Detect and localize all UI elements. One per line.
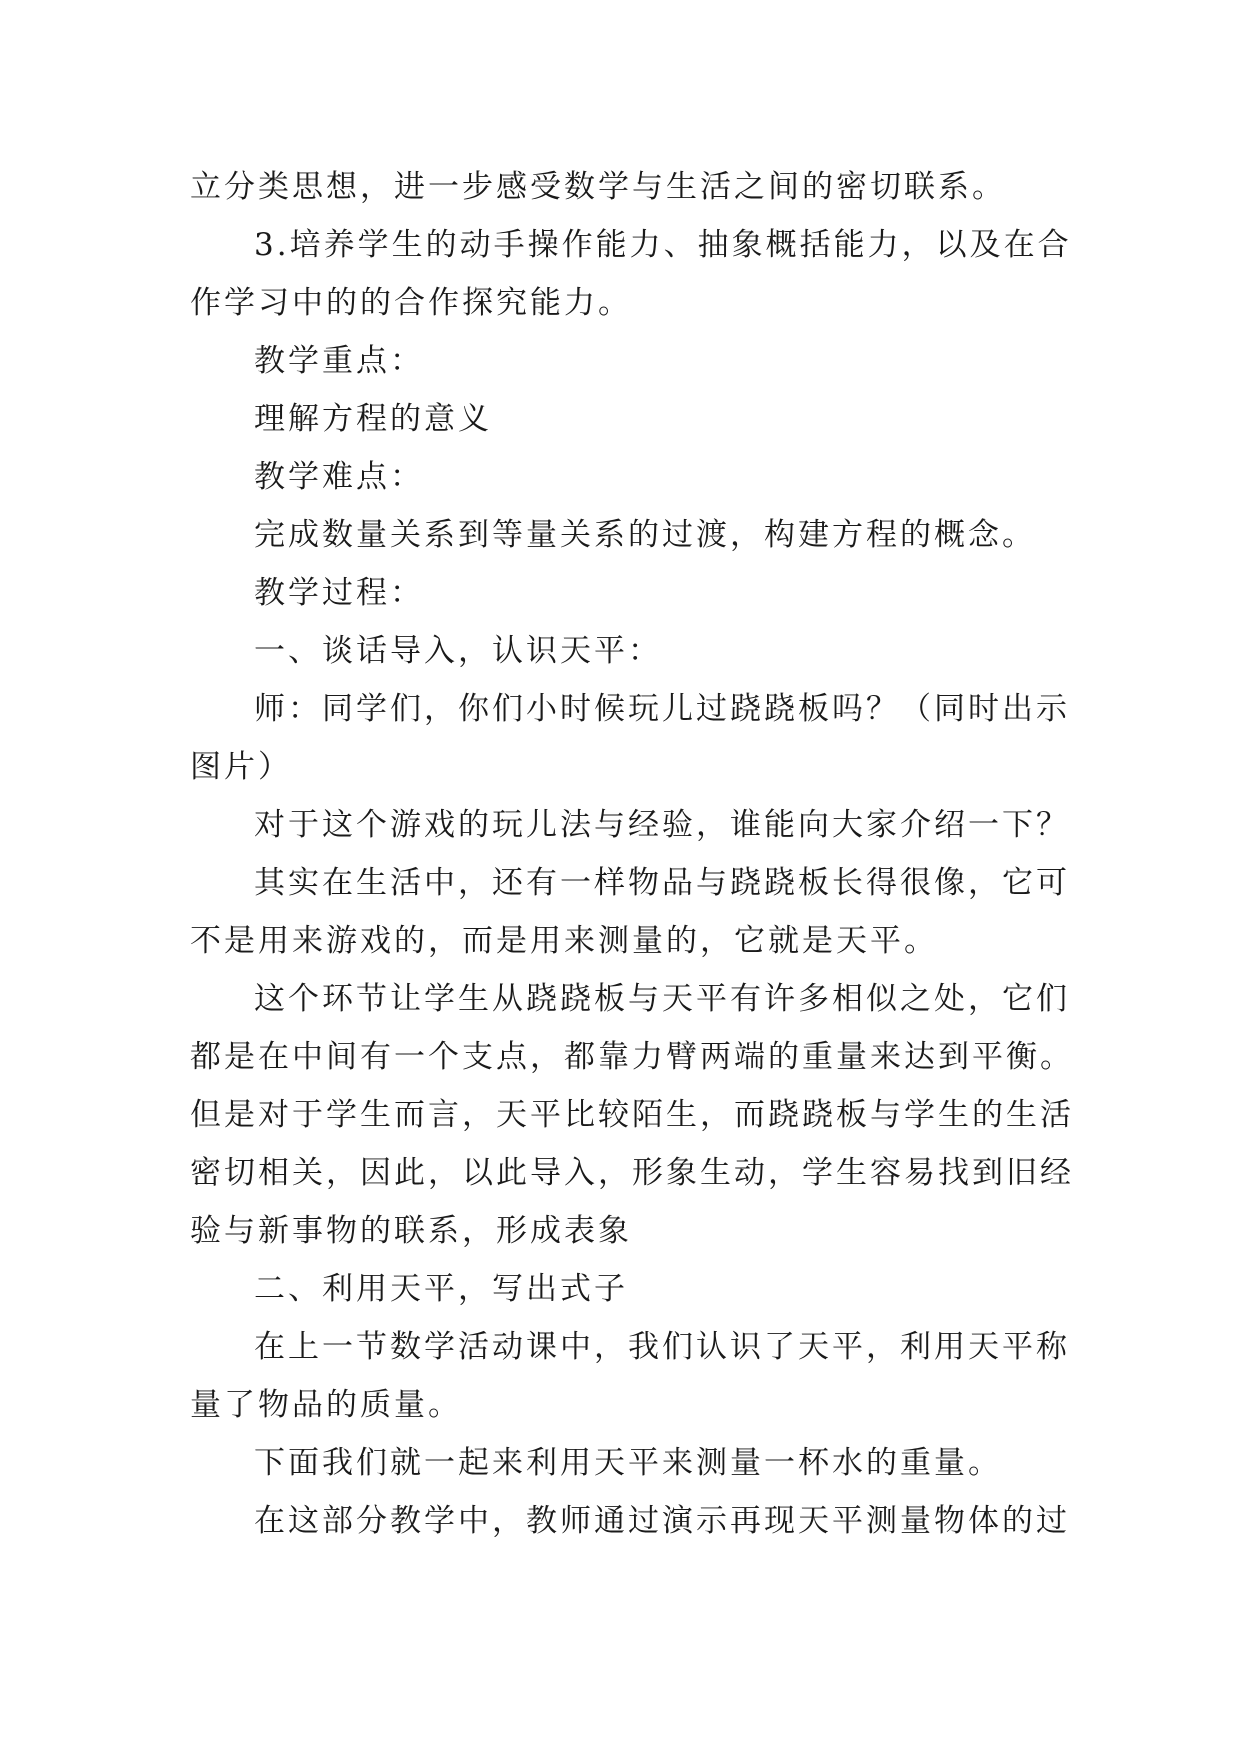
- text-line-10: 师：同学们，你们小时候玩儿过跷跷板吗？（同时出示: [254, 691, 1070, 727]
- subsection-heading-1: 一、谈话导入，认识天平：: [254, 633, 662, 669]
- text-line-12: 对于这个游戏的玩儿法与经验，谁能向大家介绍一下？: [254, 807, 1070, 843]
- text-line-21: 在上一节数学活动课中，我们认识了天平，利用天平称: [254, 1329, 1070, 1365]
- section-heading-process: 教学过程：: [254, 575, 424, 611]
- text-line-15: 这个环节让学生从跷跷板与天平有许多相似之处，它们: [254, 981, 1070, 1017]
- text-line-23: 下面我们就一起来利用天平来测量一杯水的重量。: [254, 1445, 1002, 1481]
- section-heading-difficulties: 教学难点：: [254, 459, 424, 495]
- text-line-18: 密切相关，因此，以此导入，形象生动，学生容易找到旧经: [190, 1155, 1074, 1191]
- text-line-22: 量了物品的质量。: [190, 1387, 462, 1423]
- text-line-5: 理解方程的意义: [254, 401, 492, 437]
- text-line-13: 其实在生活中，还有一样物品与跷跷板长得很像，它可: [254, 865, 1070, 901]
- text-line-24: 在这部分教学中，教师通过演示再现天平测量物体的过: [254, 1503, 1070, 1539]
- section-heading-key-points: 教学重点：: [254, 343, 424, 379]
- text-line-19: 验与新事物的联系，形成表象: [190, 1213, 632, 1249]
- subsection-heading-2: 二、利用天平，写出式子: [254, 1271, 628, 1307]
- text-line-16: 都是在中间有一个支点，都靠力臂两端的重量来达到平衡。: [190, 1039, 1074, 1075]
- text-line-14: 不是用来游戏的，而是用来测量的，它就是天平。: [190, 923, 938, 959]
- document-body: [190, 158, 1074, 1550]
- text-line-1: 立分类思想，进一步感受数学与生活之间的密切联系。: [190, 169, 1006, 205]
- text-line-11: 图片）: [190, 749, 292, 785]
- text-line-17: 但是对于学生而言，天平比较陌生，而跷跷板与学生的生活: [190, 1097, 1074, 1133]
- text-line-2: 3.培养学生的动手操作能力、抽象概括能力，以及在合: [254, 227, 1072, 263]
- text-line-7: 完成数量关系到等量关系的过渡，构建方程的概念。: [254, 517, 1036, 553]
- text-line-3: 作学习中的的合作探究能力。: [190, 285, 632, 321]
